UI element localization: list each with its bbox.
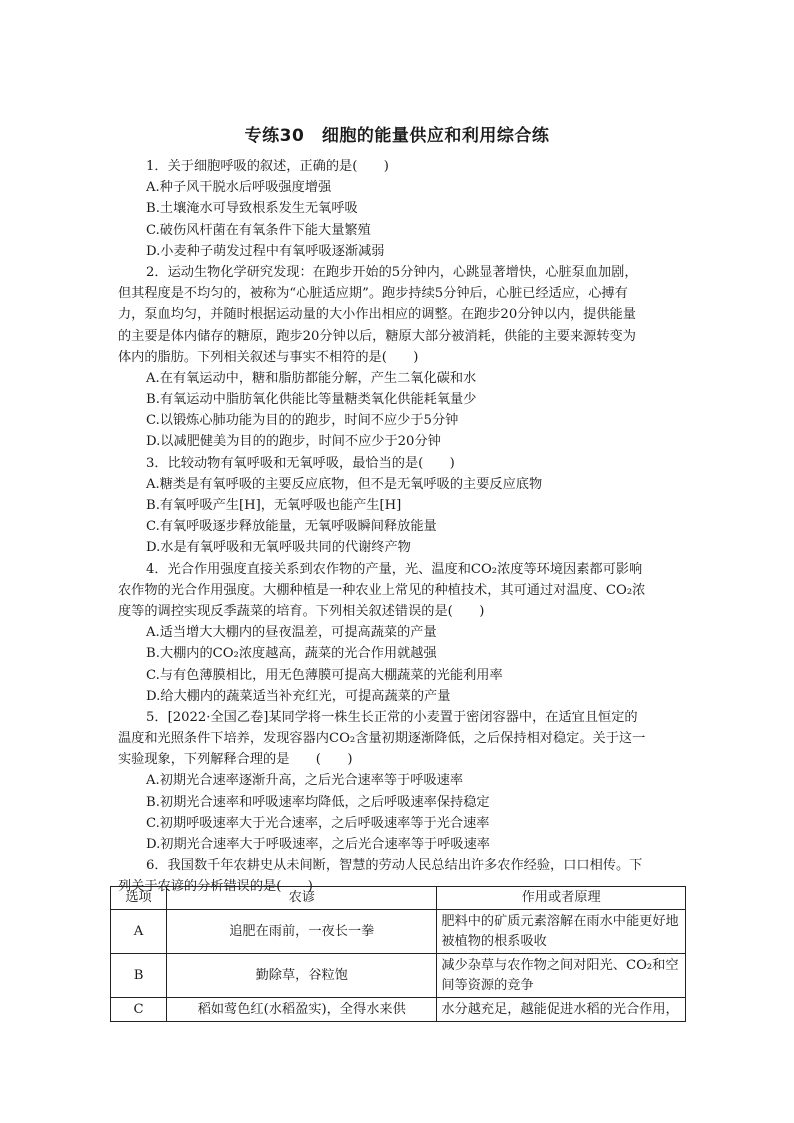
answer-option: A.初期光合速率逐渐升高，之后光合速率等于呼吸速率 xyxy=(146,773,464,789)
page-title: 专练30 细胞的能量供应和利用综合练 xyxy=(244,126,550,146)
table-cell-option: A xyxy=(111,910,167,954)
question-text-line: 5．[2022·全国乙卷]某同学将一株生长正常的小麦置于密闭容器中，在适宜且恒定的 xyxy=(146,709,638,725)
question-text-line: 实验现象，下列解释合理的是 ( ) xyxy=(118,752,353,768)
table-cell-option: B xyxy=(111,954,167,998)
answer-option: C.有氧呼吸逐步释放能量，无氧呼吸瞬间释放能量 xyxy=(146,519,437,535)
answer-option: A.糖类是有氧呼吸的主要反应底物，但不是无氧呼吸的主要反应底物 xyxy=(146,476,543,492)
question-list xyxy=(118,156,680,898)
table-header-option: 选项 xyxy=(111,887,167,910)
answer-option: A.在有氧运动中，糖和脂肪都能分解，产生二氧化碳和水 xyxy=(146,370,477,386)
table-header-principle: 作用或者原理 xyxy=(437,887,686,910)
answer-option: D.给大棚内的蔬菜适当补充红光，可提高蔬菜的产量 xyxy=(146,688,451,704)
question-text-line: 农作物的光合作用强度。大棚种植是一种农业上常见的种植技术，其可通过对温度、CO₂浓 xyxy=(118,582,646,598)
question-text-line: 4．光合作用强度直接关系到农作物的产量，光、温度和CO₂浓度等环境因素都可影响 xyxy=(146,561,643,577)
table-header-row xyxy=(111,887,686,910)
question-text-line: 1．关于细胞呼吸的叙述，正确的是( ) xyxy=(146,159,389,174)
table-cell-principle: 肥料中的矿质元素溶解在雨水中能更好地被植物的根系吸收 xyxy=(437,910,686,954)
table-cell-proverb: 稻如莺色红(水稻盈实)，全得水来供 xyxy=(167,998,437,1022)
answer-option: B.大棚内的CO₂浓度越高，蔬菜的光合作用就越强 xyxy=(146,646,437,662)
table-cell-option: C xyxy=(111,998,167,1022)
question-text-line: 6．我国数千年农耕史从未间断，智慧的劳动人民总结出许多农作经验，口口相传。下 xyxy=(146,858,643,874)
answer-option: D.水是有氧呼吸和无氧呼吸共同的代谢终产物 xyxy=(146,540,411,556)
proverb-table xyxy=(110,886,686,1022)
question-text-line: 体内的脂肪。下列相关叙述与事实不相符的是( ) xyxy=(118,349,419,365)
question-text-line: 度等的调控实现反季蔬菜的培育。下列相关叙述错误的是( ) xyxy=(118,603,485,619)
answer-option: A.种子风干脱水后呼吸强度增强 xyxy=(146,180,332,196)
question-text-line: 力，泵血均匀，并随时根据运动量的大小作出相应的调整。在跑步20分钟以内，提供能量 xyxy=(118,307,636,323)
question-text-line: 3．比较动物有氧呼吸和无氧呼吸，最恰当的是( ) xyxy=(146,455,455,471)
table-cell-proverb: 追肥在雨前，一夜长一拳 xyxy=(167,910,437,954)
answer-option: C.与有色薄膜相比，用无色薄膜可提高大棚蔬菜的光能利用率 xyxy=(146,667,503,683)
answer-option: B.有氧呼吸产生[H]，无氧呼吸也能产生[H] xyxy=(146,498,402,513)
answer-option: B.初期光合速率和呼吸速率均降低，之后呼吸速率保持稳定 xyxy=(146,794,490,810)
question-text-line: 2．运动生物化学研究发现：在跑步开始的5分钟内，心跳显著增快，心脏泵血加剧， xyxy=(146,264,638,280)
answer-option: B.有氧运动中脂肪氧化供能比等量糖类氧化供能耗氧量少 xyxy=(146,392,477,408)
answer-option: D.小麦种子萌发过程中有氧呼吸逐渐减弱 xyxy=(146,243,385,259)
answer-option: A.适当增大大棚内的昼夜温差，可提高蔬菜的产量 xyxy=(146,625,437,641)
table-row xyxy=(111,998,686,1022)
answer-option: D.以减肥健美为目的的跑步，时间不应少于20分钟 xyxy=(146,434,441,450)
table-row xyxy=(111,910,686,954)
question-text-line: 的主要是体内储存的糖原，跑步20分钟以后，糖原大部分被消耗，供能的主要来源转变为 xyxy=(118,328,636,344)
table-cell-proverb: 勤除草，谷粒饱 xyxy=(167,954,437,998)
question-text-line: 温度和光照条件下培养，发现容器内CO₂含量初期逐渐降低，之后保持相对稳定。关于这一 xyxy=(118,731,646,747)
table-cell-principle: 水分越充足，越能促进水稻的光合作用， xyxy=(437,998,686,1022)
answer-option: D.初期光合速率大于呼吸速率，之后光合速率等于呼吸速率 xyxy=(146,837,490,852)
answer-option: C.初期呼吸速率大于光合速率，之后呼吸速率等于光合速率 xyxy=(146,815,490,831)
question-text-line: 但其程度是不均匀的，被称为“心脏适应期”。跑步持续5分钟后，心脏已经适应，心搏有 xyxy=(118,286,628,302)
question-text-line: 列关于农谚的分析错误的是( ) xyxy=(118,879,313,895)
answer-option: B.土壤淹水可导致根系发生无氧呼吸 xyxy=(146,201,358,217)
table-row xyxy=(111,954,686,998)
answer-option: C.以锻炼心肺功能为目的的跑步，时间不应少于5分钟 xyxy=(146,413,459,429)
table-cell-principle: 减少杂草与农作物之间对阳光、CO₂和空间等资源的竞争 xyxy=(437,954,686,998)
table-header-proverb: 农谚 xyxy=(167,887,437,910)
answer-option: C.破伤风杆菌在有氧条件下能大量繁殖 xyxy=(146,222,371,238)
